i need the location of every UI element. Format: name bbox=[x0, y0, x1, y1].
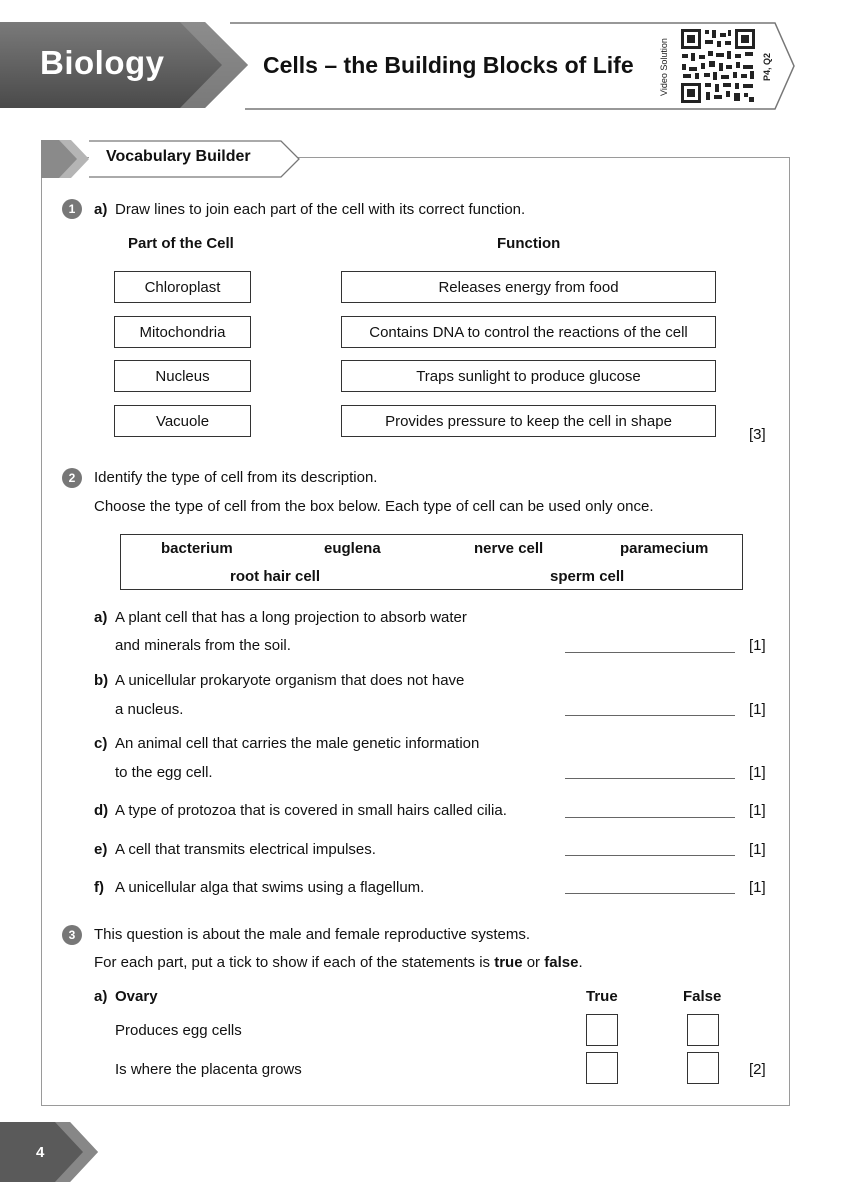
q3-part-title: Ovary bbox=[115, 988, 158, 1005]
answer-line[interactable] bbox=[565, 652, 735, 653]
page-number-tab bbox=[0, 1122, 98, 1182]
function-box[interactable]: Provides pressure to keep the cell in shape bbox=[341, 405, 716, 437]
q3-statement: Is where the placenta grows bbox=[115, 1061, 302, 1078]
q3-instruction: For each part, put a tick to show if each of the statements is true or false. bbox=[94, 954, 583, 971]
question-reference: P4, Q2 bbox=[762, 52, 772, 82]
column-header-part: Part of the Cell bbox=[128, 235, 234, 252]
q2-item-text: A type of protozoa that is covered in small hairs called cilia. bbox=[115, 802, 507, 819]
q2-item-text: An animal cell that carries the male genetic information bbox=[115, 735, 480, 752]
page-title: Cells – the Building Blocks of Life bbox=[263, 52, 634, 78]
function-box[interactable]: Releases energy from food bbox=[341, 271, 716, 303]
q2-item-text: a nucleus. bbox=[115, 701, 184, 718]
q2-item-label: f) bbox=[94, 879, 104, 896]
q2-item-text: A unicellular prokaryote organism that does not have bbox=[115, 672, 465, 689]
q2-item-marks: [1] bbox=[749, 637, 766, 654]
q2-item-text: A cell that transmits electrical impulses. bbox=[115, 841, 376, 858]
cell-part-box[interactable]: Vacuole bbox=[114, 405, 251, 437]
q2-item-marks: [1] bbox=[749, 764, 766, 781]
q2-item-marks: [1] bbox=[749, 802, 766, 819]
word-bank-item: sperm cell bbox=[550, 568, 625, 585]
page-number: 4 bbox=[36, 1144, 45, 1161]
q2-item-text: to the egg cell. bbox=[115, 764, 213, 781]
column-header-function: Function bbox=[497, 235, 561, 252]
cell-part-box[interactable]: Nucleus bbox=[114, 360, 251, 392]
q2-instruction: Identify the type of cell from its description. bbox=[94, 469, 378, 486]
q3-part-label: a) bbox=[94, 988, 108, 1005]
video-solution-label: Video Solution bbox=[659, 38, 669, 96]
cell-part-box[interactable]: Mitochondria bbox=[114, 316, 251, 348]
q2-item-label: a) bbox=[94, 609, 108, 626]
q2-item-label: e) bbox=[94, 841, 108, 858]
q1-part-label: a) bbox=[94, 201, 108, 218]
q2-item-text: and minerals from the soil. bbox=[115, 637, 291, 654]
q2-item-label: d) bbox=[94, 802, 109, 819]
answer-line[interactable] bbox=[565, 778, 735, 779]
true-checkbox[interactable] bbox=[586, 1014, 618, 1046]
q2-item-label: b) bbox=[94, 672, 109, 689]
false-checkbox[interactable] bbox=[687, 1014, 719, 1046]
word-bank-item: root hair cell bbox=[230, 568, 321, 585]
q3-statement: Produces egg cells bbox=[115, 1022, 242, 1039]
q3-instruction: This question is about the male and female reproductive systems. bbox=[94, 926, 531, 943]
q3-marks: [2] bbox=[749, 1061, 766, 1078]
column-header-true: True bbox=[586, 988, 618, 1005]
q2-item-marks: [1] bbox=[749, 879, 766, 896]
question-number-3: 3 bbox=[62, 925, 82, 945]
section-title: Vocabulary Builder bbox=[106, 148, 251, 165]
word-bank-item: nerve cell bbox=[474, 540, 544, 557]
qr-code-icon[interactable] bbox=[679, 27, 757, 105]
q2-item-marks: [1] bbox=[749, 841, 766, 858]
true-checkbox[interactable] bbox=[586, 1052, 618, 1084]
q1-marks: [3] bbox=[749, 426, 766, 443]
cell-part-box[interactable]: Chloroplast bbox=[114, 271, 251, 303]
word-bank-item: bacterium bbox=[161, 540, 233, 557]
word-bank-item: paramecium bbox=[620, 540, 709, 557]
answer-line[interactable] bbox=[565, 855, 735, 856]
q2-item-label: c) bbox=[94, 735, 108, 752]
subject-title: Biology bbox=[40, 44, 165, 81]
column-header-false: False bbox=[683, 988, 722, 1005]
false-checkbox[interactable] bbox=[687, 1052, 719, 1084]
q2-instruction: Choose the type of cell from the box below. Each type of cell can be used only once. bbox=[94, 498, 654, 515]
question-number-1: 1 bbox=[62, 199, 82, 219]
answer-line[interactable] bbox=[565, 817, 735, 818]
answer-line[interactable] bbox=[565, 893, 735, 894]
q2-item-marks: [1] bbox=[749, 701, 766, 718]
question-number-2: 2 bbox=[62, 468, 82, 488]
function-box[interactable]: Contains DNA to control the reactions of the cell bbox=[341, 316, 716, 348]
q2-item-text: A unicellular alga that swims using a flagellum. bbox=[115, 879, 425, 896]
q2-item-text: A plant cell that has a long projection to absorb water bbox=[115, 609, 467, 626]
q1-instruction: Draw lines to join each part of the cell with its correct function. bbox=[115, 201, 526, 218]
word-bank-item: euglena bbox=[324, 540, 381, 557]
function-box[interactable]: Traps sunlight to produce glucose bbox=[341, 360, 716, 392]
answer-line[interactable] bbox=[565, 715, 735, 716]
